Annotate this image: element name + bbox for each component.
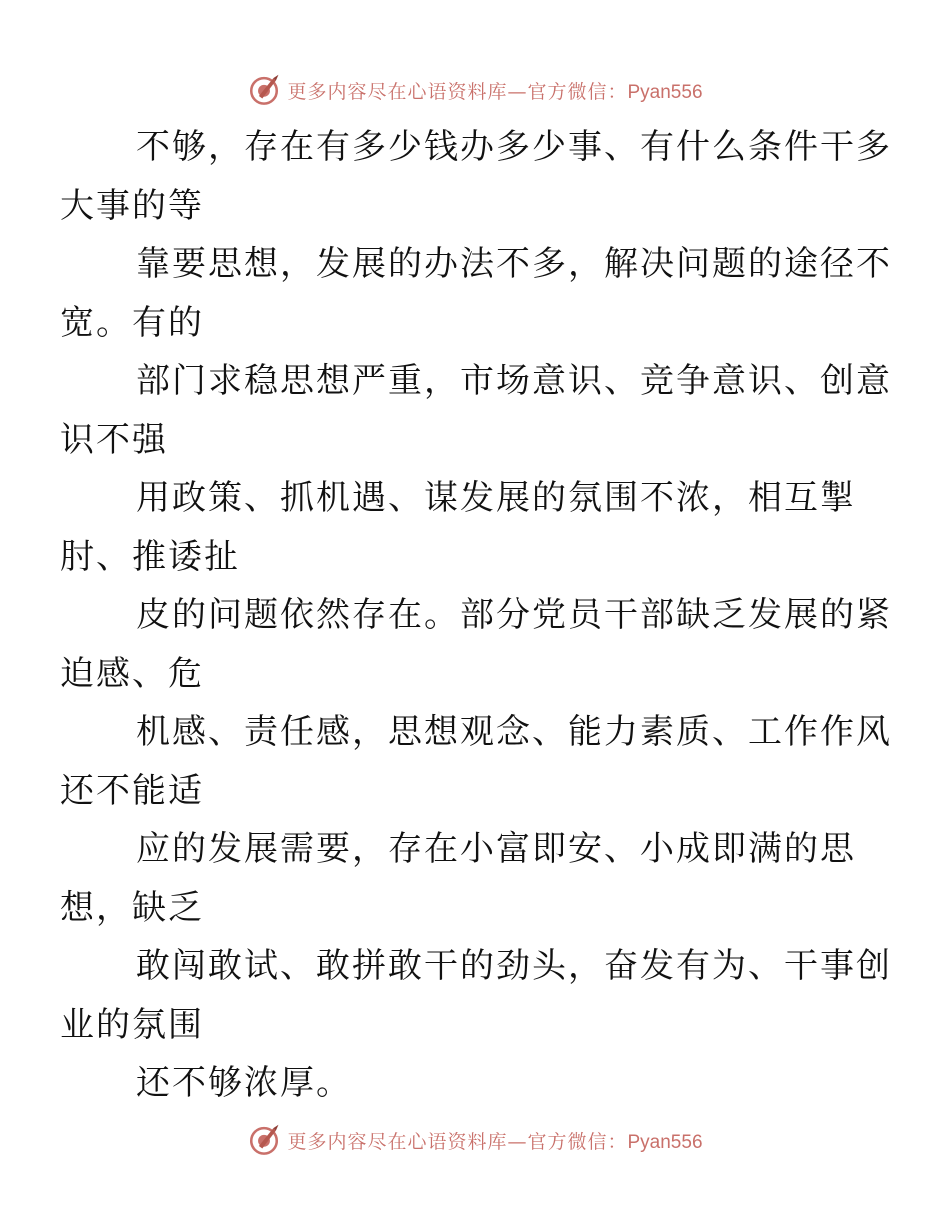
quill-logo-icon (247, 73, 281, 107)
banner-contact-code: Pyan556 (627, 81, 703, 103)
paragraph-line-wrap: 肘、推诿扯 (60, 536, 240, 577)
paragraph (60, 469, 868, 586)
banner-title: 更多内容尽在心语资料库 (287, 80, 508, 103)
banner-separator: — (507, 1130, 528, 1153)
paragraph-line: 靠要思想，发展的办法不多，解决问题的途径不 (136, 244, 892, 284)
paragraph (60, 703, 892, 820)
quill-logo-icon (247, 1123, 281, 1157)
paragraph-line-wrap: 还不能适 (60, 770, 204, 811)
banner-text (287, 77, 702, 104)
paragraph-line-wrap: 识不强 (60, 419, 168, 460)
header-banner (0, 70, 950, 110)
paragraph (60, 118, 892, 235)
paragraph-line: 皮的问题依然存在。部分党员干部缺乏发展的紧 (136, 595, 892, 635)
banner-contact-label: 官方微信： (527, 1130, 628, 1153)
paragraph (60, 820, 868, 937)
paragraph-line-wrap: 想，缺乏 (60, 887, 204, 928)
paragraph-line: 还不够浓厚。 (136, 1063, 352, 1103)
banner-text (287, 1127, 702, 1154)
paragraph-line: 敢闯敢试、敢拼敢干的劲头，奋发有为、干事创 (136, 946, 892, 986)
banner-contact-code: Pyan556 (627, 1131, 703, 1153)
paragraph (60, 235, 892, 352)
paragraph-line: 机感、责任感，思想观念、能力素质、工作作风 (136, 712, 892, 752)
document-body (60, 118, 892, 1113)
paragraph (60, 586, 892, 703)
banner-title: 更多内容尽在心语资料库 (287, 1130, 508, 1153)
footer-banner (0, 1120, 950, 1160)
paragraph-line: 应的发展需要，存在小富即安、小成即满的思 (136, 829, 856, 869)
paragraph-line: 用政策、抓机遇、谋发展的氛围不浓，相互掣 (136, 478, 856, 518)
paragraph-line: 不够，存在有多少钱办多少事、有什么条件干多 (136, 127, 892, 167)
paragraph (98, 1054, 868, 1113)
paragraph-line: 部门求稳思想严重，市场意识、竞争意识、创意 (136, 361, 892, 401)
paragraph-line-wrap: 迫感、危 (60, 653, 204, 694)
banner-separator: — (507, 80, 528, 103)
paragraph-line-wrap: 大事的等 (60, 185, 204, 226)
paragraph-line-wrap: 业的氛围 (60, 1004, 204, 1045)
banner-contact-label: 官方微信： (527, 80, 628, 103)
paragraph-line-wrap: 宽。有的 (60, 302, 204, 343)
paragraph (60, 352, 892, 469)
paragraph (60, 937, 892, 1054)
